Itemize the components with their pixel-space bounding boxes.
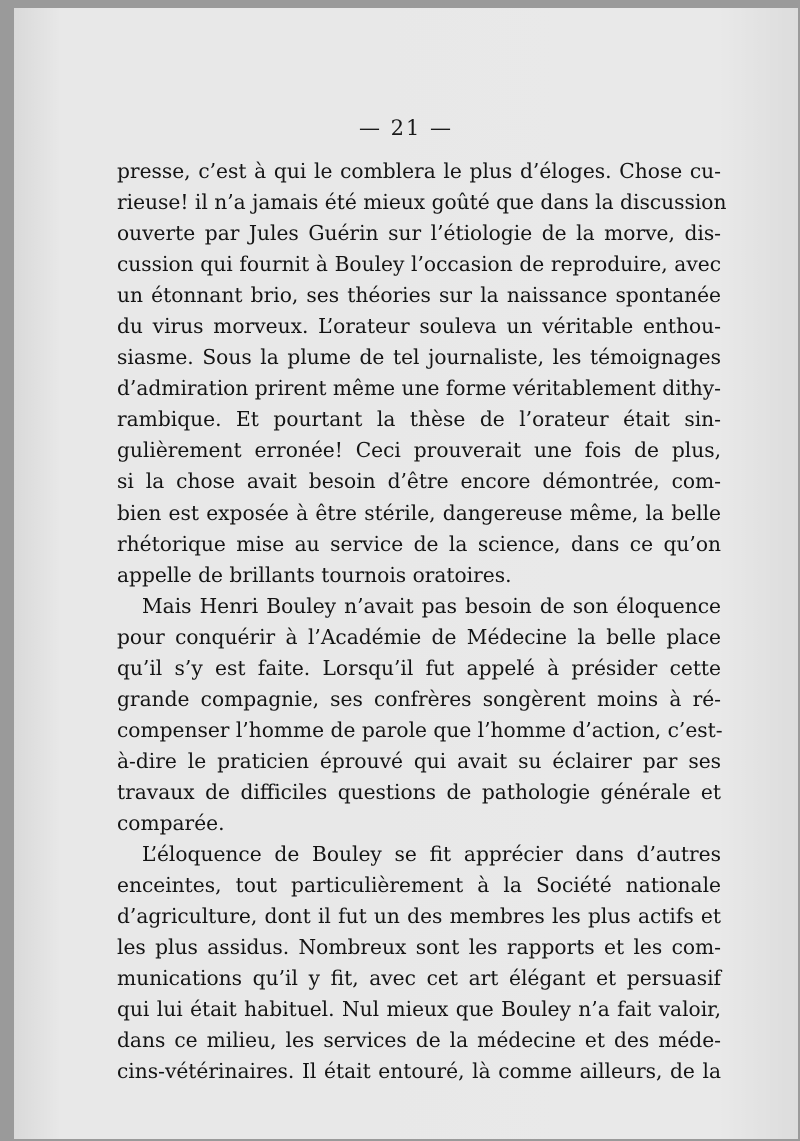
text-line: rhétorique mise au service de la science, dans ce qu’on: [117, 531, 721, 556]
text-line: si la chose avait besoin d’être encore démontrée, com-: [117, 469, 721, 494]
text-line: rieuse! il n’a jamais été mieux goûté que dans la discussion: [117, 190, 727, 215]
text-line: L’éloquence de Bouley se fit apprécier dans d’autres: [142, 842, 721, 867]
text-line: siasme. Sous la plume de tel journaliste, les témoignages: [117, 345, 721, 370]
text-line: munications qu’il y fit, avec cet art élégant et persuasif: [117, 966, 721, 991]
text-line: ouverte par Jules Guérin sur l’étiologie de la morve, dis-: [117, 221, 721, 246]
text-line: qu’il s’y est faite. Lorsqu’il fut appelé à présider cette: [117, 655, 721, 680]
text-line: d’admiration prirent même une forme véritablement dithy-: [117, 376, 721, 401]
text-line: à-dire le praticien éprouvé qui avait su éclairer par ses: [117, 748, 721, 773]
text-line: les plus assidus. Nombreux sont les rapports et les com-: [117, 935, 721, 960]
text-line: enceintes, tout particulièrement à la Société nationale: [117, 873, 721, 898]
text-line: un étonnant brio, ses théories sur la naissance spontanée: [117, 283, 721, 308]
text-line: gulièrement erronée! Ceci prouverait une fois de plus,: [117, 438, 721, 463]
text-line: qui lui était habituel. Nul mieux que Bouley n’a fait valoir,: [117, 997, 721, 1022]
text-line: travaux de difficiles questions de pathologie générale et: [117, 779, 721, 804]
text-line: compenser l’homme de parole que l’homme d’action, c’est-: [117, 717, 723, 742]
body-text: [117, 156, 727, 1087]
page-number: — 21 —: [358, 116, 454, 140]
text-line: du virus morveux. L’orateur souleva un véritable enthou-: [117, 314, 721, 339]
text-line: pour conquérir à l’Académie de Médecine la belle place: [117, 624, 721, 649]
paragraph: [117, 839, 721, 1087]
text-line: grande compagnie, ses confrères songèrent moins à ré-: [117, 686, 721, 711]
text-line: comparée.: [117, 810, 225, 835]
paragraph: [117, 591, 721, 839]
text-line: Mais Henri Bouley n’avait pas besoin de son éloquence: [142, 593, 721, 618]
text-line: presse, c’est à qui le comblera le plus d’éloges. Chose cu-: [117, 159, 721, 183]
paragraph: [117, 156, 727, 591]
text-line: appelle de brillants tournois oratoires.: [117, 562, 512, 587]
text-line: d’agriculture, dont il fut un des membres les plus actifs et: [117, 904, 721, 929]
text-line: cins-vétérinaires. Il était entouré, là comme ailleurs, de la: [117, 1059, 721, 1084]
text-line: cussion qui fournit à Bouley l’occasion de reproduire, avec: [117, 252, 721, 277]
text-line: bien est exposée à être stérile, dangereuse même, la belle: [117, 500, 721, 525]
book-page: [14, 8, 798, 1139]
text-line: rambique. Et pourtant la thèse de l’orateur était sin-: [117, 407, 721, 432]
text-line: dans ce milieu, les services de la médecine et des méde-: [117, 1028, 721, 1053]
